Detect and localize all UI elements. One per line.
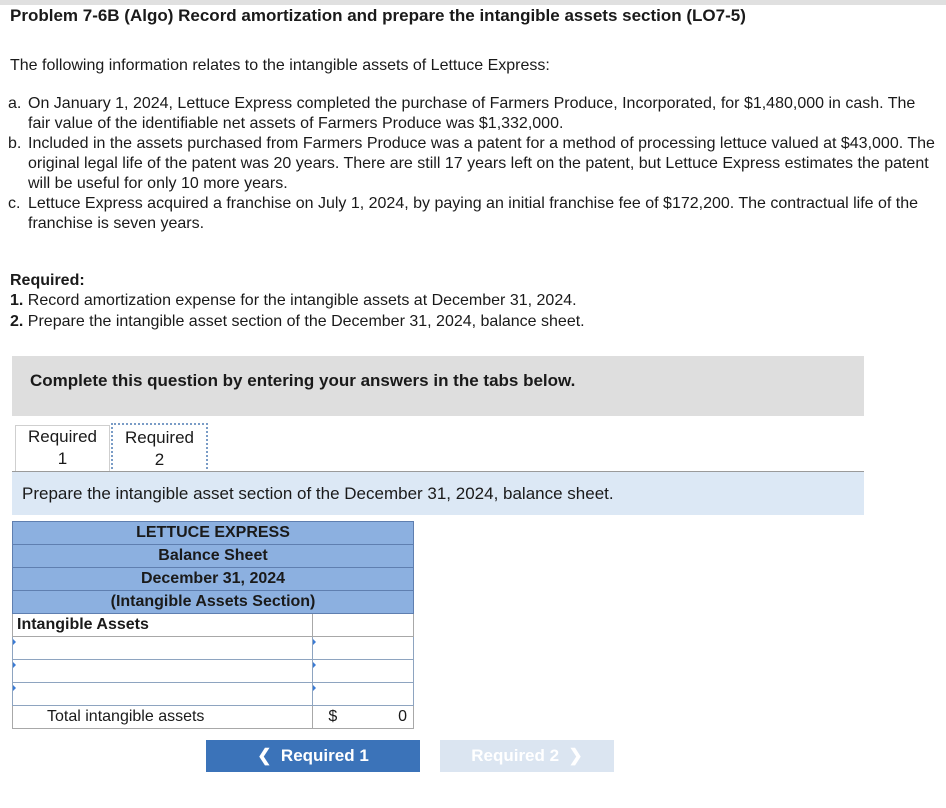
tab-label-line1: Required [125,428,194,447]
top-bar [0,0,946,5]
amount-input[interactable] [313,660,414,683]
balance-sheet-table [12,521,414,729]
required-heading: Required: [10,272,85,289]
chevron-right-icon: ❯ [568,746,583,765]
complete-question-box [12,356,864,416]
problem-intro: The following information relates to the intangible assets of Lettuce Express: [10,57,550,74]
item-text: Included in the assets purchased from Farmers Produce was a patent for a method of processing lettuce valued at $43,000. The original legal life of the patent was 20 years. There are still 17 years left on the patent, but Lettuce Express estimates the patent will be useful for only 10 more years. [28,135,935,192]
instruction-text: Prepare the intangible asset section of the December 31, 2024, balance sheet. [22,484,614,503]
input-flag-icon [313,639,316,645]
item-text: On January 1, 2024, Lettuce Express completed the purchase of Farmers Produce, Incorporated, for $1,480,000 in cash. The fair value of the identifiable net assets of Farmers Produce was $1,332,000. [28,95,916,132]
input-flag-icon [13,662,16,668]
empty-cell [313,614,414,637]
required-1 [10,292,577,310]
input-flag-icon [13,639,16,645]
problem-title: Problem 7-6B (Algo) Record amortization and prepare the intangible assets section (LO7-5) [10,6,746,25]
statement-section: (Intangible Assets Section) [13,591,414,614]
item-label: a. [8,95,22,112]
account-input[interactable] [13,683,313,706]
problem-items [8,94,938,234]
total-intangible-label: Total intangible assets [13,706,313,729]
next-button[interactable] [440,740,614,772]
chevron-left-icon: ❮ [257,746,272,765]
input-flag-icon [13,685,16,691]
amount-input[interactable] [313,683,414,706]
tab-label-line2: 1 [57,449,68,468]
item-text: Lettuce Express acquired a franchise on July 1, 2024, by paying an initial franchise fee of $172,200. The contractual life of the franchise is seven years. [28,195,919,232]
amount-input[interactable] [313,637,414,660]
account-input[interactable] [13,637,313,660]
problem-item-a [8,94,938,134]
company-name: LETTUCE EXPRESS [13,522,414,545]
required-2-number: 2. [10,313,24,330]
required-1-number: 1. [10,292,24,309]
prev-button[interactable] [206,740,420,772]
required-2-text: Prepare the intangible asset section of the December 31, 2024, balance sheet. [27,313,585,330]
intangible-assets-label: Intangible Assets [13,614,313,637]
next-button-label: Required 2 [471,746,560,765]
account-input[interactable] [13,660,313,683]
input-flag-icon [313,662,316,668]
statement-name: Balance Sheet [13,545,414,568]
item-label: c. [8,195,21,212]
tab-label-line1: Required [28,427,97,446]
prev-button-label: Required 1 [280,746,369,765]
instruction-band [12,472,864,515]
statement-date: December 31, 2024 [13,568,414,591]
tab-required-2[interactable] [111,423,208,473]
total-intangible-value [313,706,414,729]
currency-symbol: $ [328,708,338,725]
input-flag-icon [313,685,316,691]
tab-label-line2: 2 [154,450,165,469]
complete-question-text: Complete this question by entering your answers in the tabs below. [30,371,576,390]
required-1-text: Record amortization expense for the intangible assets at December 31, 2024. [27,292,577,309]
item-label: b. [8,135,22,152]
tab-required-1[interactable] [15,425,110,472]
problem-item-c [8,194,938,234]
problem-item-b [8,134,938,194]
required-2 [10,313,585,331]
total-value: 0 [398,708,407,725]
